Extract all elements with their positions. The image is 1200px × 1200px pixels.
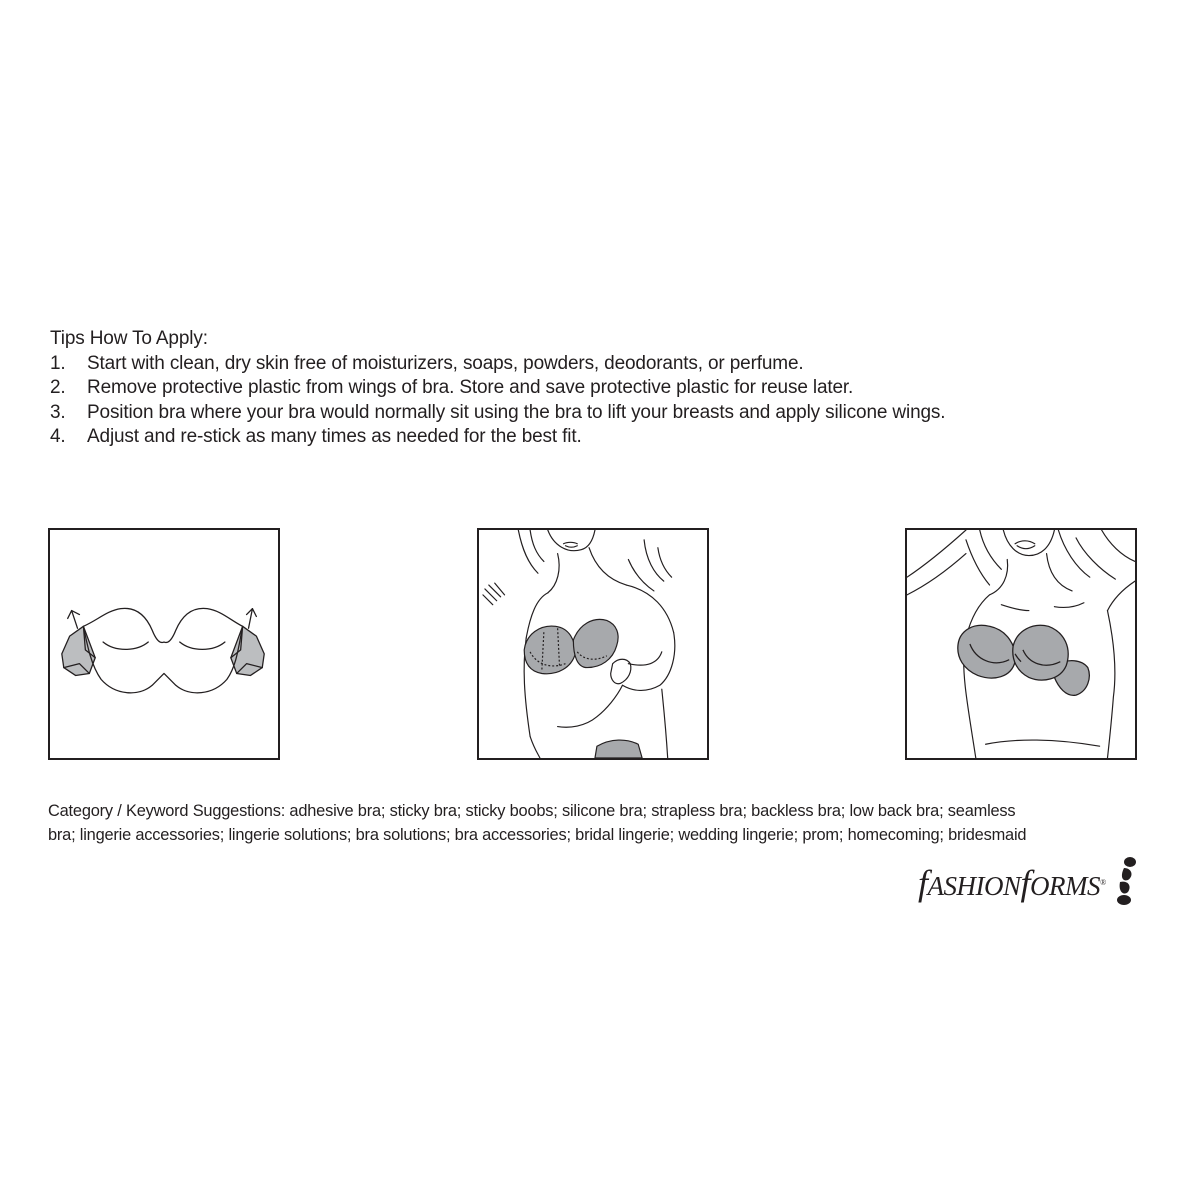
applying-bra-illustration [477, 528, 709, 760]
steps-list [50, 352, 1160, 450]
logo-figure-icon [1112, 856, 1140, 906]
tips-heading: Tips How To Apply: [50, 328, 208, 349]
logo-wordmark: fASHIONfORMS® [918, 863, 1106, 903]
step-item [50, 352, 1160, 377]
step-item [50, 376, 1160, 401]
step-item [50, 401, 1160, 426]
keywords-line-2: bra; lingerie accessories; lingerie solutions; bra solutions; bra accessories; bridal lingerie; wedding lingerie; prom; homecoming; bridesmaid [48, 826, 1027, 844]
keywords-line-1: Category / Keyword Suggestions: adhesive bra; sticky bra; sticky boobs; silicone bra; strapless bra; backless bra; low back bra; seamless [48, 802, 1016, 820]
step-number: 2. [50, 377, 66, 398]
step-item [50, 425, 1160, 450]
step-text: Start with clean, dry skin free of moisturizers, soaps, powders, deodorants, or perfume. [87, 352, 804, 374]
bra-wings-illustration [50, 530, 278, 758]
woman-wearing-bra-drawing [907, 530, 1135, 758]
application-tips [50, 327, 1160, 450]
step-text: Adjust and re-stick as many times as needed for the best fit. [87, 426, 582, 447]
wearing-bra-illustration [905, 528, 1137, 760]
step-text: Position bra where your bra would normally sit using the bra to lift your breasts and apply silicone wings. [87, 401, 946, 423]
keyword-suggestions [48, 799, 1158, 847]
woman-applying-bra-drawing [479, 530, 707, 758]
step-text: Remove protective plastic from wings of bra. Store and save protective plastic for reuse later. [87, 377, 854, 398]
bra-wings-diagram [48, 528, 280, 760]
fashion-forms-logo [918, 856, 1144, 908]
step-number: 3. [50, 401, 66, 423]
step-number: 1. [50, 352, 66, 374]
step-number: 4. [50, 426, 66, 447]
